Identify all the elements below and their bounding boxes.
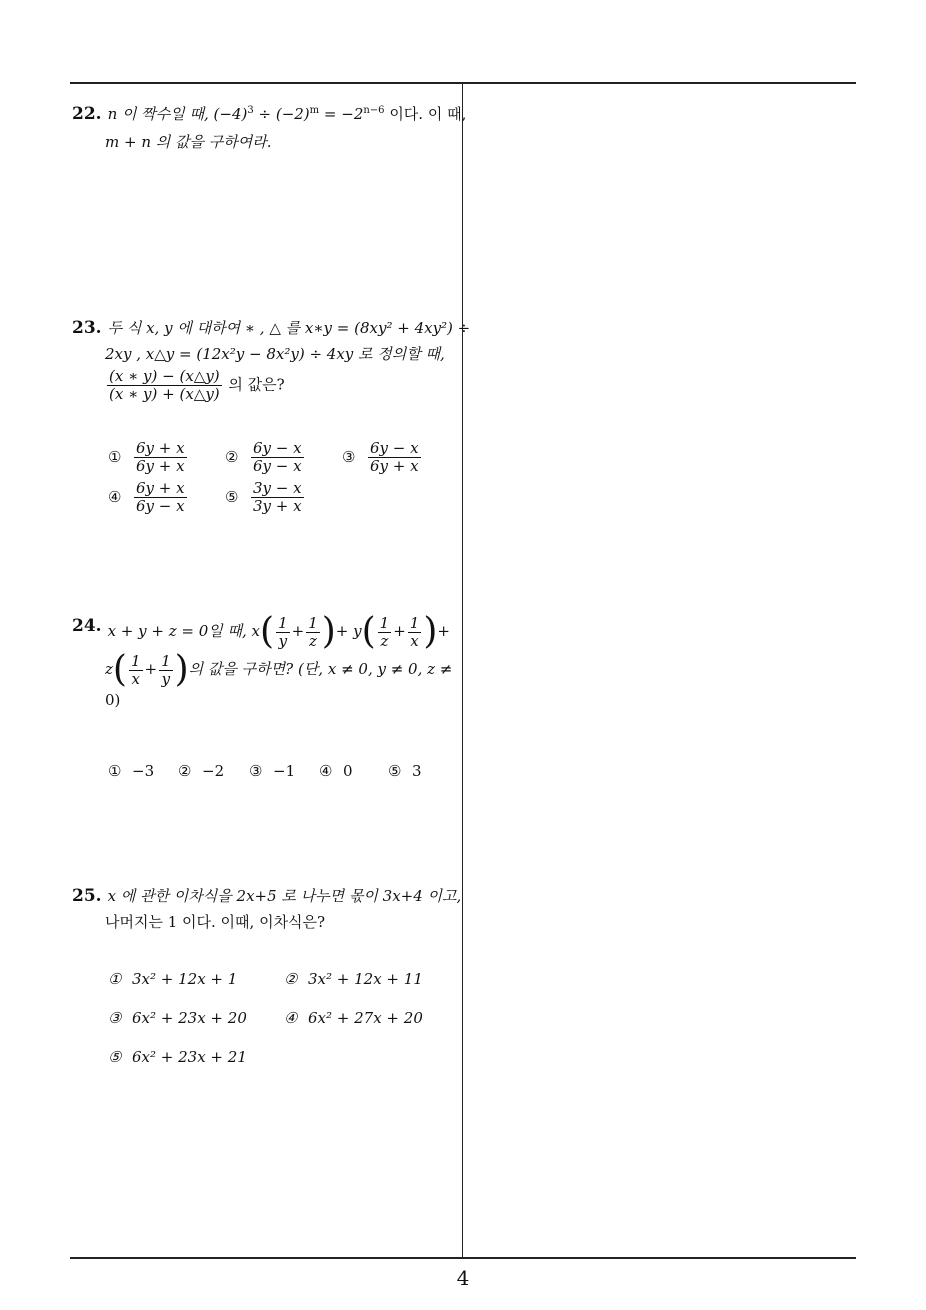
choice-marker: ⑤ [108,1048,122,1066]
problem-22-text-post: 이다. 이 때, [384,105,467,123]
problem-24 [72,611,458,712]
problem-24-line-1 [72,611,458,652]
fraction-denominator: y [278,631,288,650]
fraction [159,653,173,688]
choice-value: −2 [202,762,225,780]
fraction-denominator: 6y + x [136,457,185,475]
problem-25-line-2: 나머지는 1 이다. 이때, 이차식은? [105,913,326,931]
fraction-numerator: 1 [409,613,420,632]
problem-24-var-z: z [105,660,113,678]
fraction-denominator: y [161,669,171,688]
choice-1[interactable] [108,970,237,988]
column-divider [462,84,463,1258]
problem-22-line-2: m + n 의 값을 구하여라. [105,133,272,151]
choice-2[interactable] [178,762,224,780]
choice-value: 3x² + 12x + 1 [132,970,238,988]
choice-fraction [134,440,187,475]
choice-marker: ⑤ [225,487,239,506]
fraction-denominator: 3y + x [253,497,302,515]
choice-marker: ② [178,762,192,780]
choice-2[interactable] [284,970,423,988]
fraction [306,615,320,650]
choice-fraction [134,480,187,515]
fraction-denominator: x [410,631,419,650]
problem-25-line-1 [72,884,462,908]
problem-22-text-eq: = −2 [319,105,364,123]
problem-24-question: 의 값을 구하면? (단, x ≠ 0, y ≠ 0, z ≠ [188,660,453,678]
fraction-denominator: (x ∗ y) + (x△y) [109,385,220,403]
choice-4[interactable] [284,1009,423,1027]
choice-marker: ③ [249,762,263,780]
plus-sign: + [291,622,305,640]
paren-left: ( [112,649,127,690]
choice-marker: ① [108,447,122,466]
problem-24-text-end: + [437,622,450,640]
fraction [129,653,143,688]
fraction-numerator: 1 [379,613,390,632]
choice-2[interactable] [225,440,306,475]
problem-23-question: 의 값은? [223,375,285,394]
top-rule [70,82,856,84]
choice-value: 6x² + 23x + 21 [132,1048,247,1066]
choice-fraction [368,440,421,475]
fraction-denominator: z [380,631,389,650]
choice-marker: ② [225,447,239,466]
choice-value: 0 [343,762,353,780]
paren-right: ) [174,649,189,690]
choice-value: 6x² + 23x + 20 [132,1009,247,1027]
problem-22 [72,102,467,154]
problem-22-line-1 [72,102,467,126]
choice-value: 3x² + 12x + 11 [308,970,423,988]
problem-number: 25. [72,886,102,906]
choice-fraction [251,480,304,515]
exponent: n−6 [363,105,385,116]
choice-1[interactable] [108,440,189,475]
problem-number: 22. [72,104,102,124]
fraction-denominator: z [309,631,317,650]
fraction-denominator: x [131,669,140,688]
problem-23-line-3 [72,368,458,403]
choice-marker: ④ [108,487,122,506]
choice-5[interactable] [225,480,306,515]
problem-24-text: x + y + z = 0일 때, x [107,622,261,640]
fraction-numerator: (x ∗ y) − (x△y) [109,367,220,385]
choice-3[interactable] [249,762,295,780]
choice-3[interactable] [342,440,423,475]
fraction-numerator: 6y − x [370,439,419,457]
fraction-numerator: 1 [278,613,288,632]
choice-value: −1 [273,762,296,780]
fraction-numerator: 3y − x [253,479,302,497]
choice-3[interactable] [108,1009,247,1027]
choice-marker: ② [284,970,298,988]
paren-left: ( [260,611,275,652]
choice-marker: ⑤ [388,762,402,780]
choice-4[interactable] [108,480,189,515]
problem-23-fraction [107,368,222,403]
problem-23 [72,316,471,403]
choice-fraction [251,440,304,475]
problem-23-line-2: 2xy , x△y = (12x²y − 8x²y) ÷ 4xy 로 정의할 때, [105,345,445,363]
fraction-denominator: 6y + x [370,457,419,475]
fraction-denominator: 6y − x [136,497,185,515]
problem-24-line-2 [72,649,458,690]
choice-marker: ③ [108,1009,122,1027]
fraction [276,615,290,650]
choice-value: 6x² + 27x + 20 [308,1009,423,1027]
choice-4[interactable] [319,762,353,780]
choice-5[interactable] [388,762,422,780]
choice-value: 3 [412,762,422,780]
page-number: 4 [456,1266,470,1290]
paren-right: ) [423,611,438,652]
choice-marker: ① [108,970,122,988]
problem-24-line-3: 0) [105,691,121,709]
problem-23-line-1 [72,316,471,340]
paren-right: ) [321,611,336,652]
problem-24-text-mid: + y [335,622,362,640]
bottom-rule [70,1257,856,1259]
fraction-numerator: 1 [130,651,141,670]
plus-sign: + [144,660,158,678]
problem-22-text: n 이 짝수일 때, (−4) [107,105,248,123]
choice-marker: ① [108,762,122,780]
exponent: m [309,105,320,116]
fraction [408,615,422,650]
fraction [378,615,392,650]
plus-sign: + [393,622,406,640]
fraction-numerator: 1 [308,613,318,632]
choice-marker: ④ [284,1009,298,1027]
fraction-numerator: 6y + x [136,439,185,457]
fraction-numerator: 1 [161,651,171,670]
problem-25 [72,884,462,934]
exponent: 3 [247,105,254,116]
problem-25-text: x 에 관한 이차식을 2x+5 로 나누면 몫이 3x+4 이고, [107,887,462,905]
fraction-numerator: 6y − x [253,439,302,457]
problem-23-text: 두 식 x, y 에 대하여 ∗ , △ 를 x∗y = (8xy² + 4xy²) ÷ [107,319,471,337]
paren-left: ( [361,611,376,652]
fraction-numerator: 6y + x [136,479,185,497]
problem-number: 24. [72,616,102,636]
choice-1[interactable] [108,762,154,780]
problem-22-text-mid: ÷ (−2) [253,105,310,123]
choice-marker: ④ [319,762,333,780]
choice-marker: ③ [342,447,356,466]
fraction-denominator: 6y − x [253,457,302,475]
choice-value: −3 [132,762,155,780]
problem-number: 23. [72,318,102,338]
choice-5[interactable] [108,1048,247,1066]
